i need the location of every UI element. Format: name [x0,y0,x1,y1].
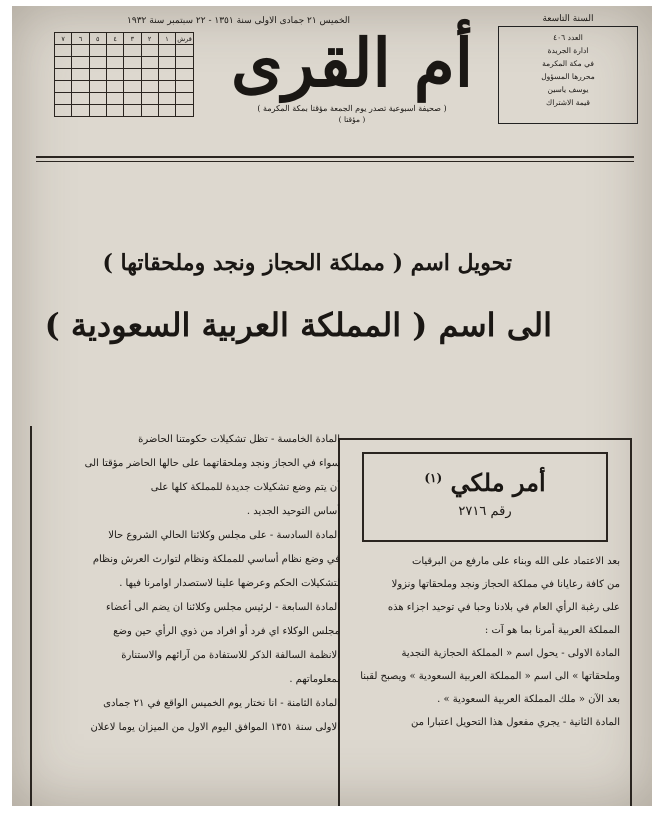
newspaper-title: أم القرى [230,24,474,102]
issue-info-box [498,14,638,134]
text-line: المادة الثامنة - انا نختار يوم الخميس الواقع في ٢١ جمادى [103,698,340,709]
issue-year: السنة التاسعة [542,14,594,24]
headline-secondary: الى اسم ( المملكة العربية السعودية ) [44,306,552,344]
issue-line: العدد ٤٠٦ [553,33,583,42]
text-line: المادة السابعة - لرئيس مجلس وكلائنا ان يضم الى أعضاء [105,602,340,613]
articles-column [30,426,350,806]
price-table-cell [158,81,175,93]
royal-order-header [362,452,608,542]
price-table-cell [72,57,89,69]
text-line: بعد الاعتماد على الله وبناء على مارفع من البرقيات [411,556,620,567]
price-table-cell: ٢ [141,33,158,45]
price-table-cell [176,57,194,69]
price-table-cell [176,105,194,117]
price-table-cell: ٣ [124,33,141,45]
headline-primary: تحويل اسم ( مملكة الحجاز ونجد وملحقاتها ) [102,250,512,276]
issue-line: محررها المسؤول [541,72,595,81]
price-table-row [55,93,194,105]
price-table-cell [141,57,158,69]
text-line: المادة الثانية - يجري مفعول هذا التحويل اعتبارا من [411,717,620,728]
price-table-cell [106,81,123,93]
price-table-cell [106,57,123,69]
price-table-cell [72,93,89,105]
price-table-cell: ٤ [106,33,123,45]
price-table-cell [72,45,89,57]
text-line: بمعلوماتهم . [289,674,340,685]
price-table-cell [55,105,72,117]
text-line: الاولى سنة ١٣٥١ الموافق اليوم الاول من الميزان يوما لاعلان [90,722,340,733]
price-table-cell [176,45,194,57]
price-table-cell [106,105,123,117]
price-table-cell [55,81,72,93]
price-table-row [55,105,194,117]
price-table-cell [106,69,123,81]
masthead [222,24,482,124]
issue-line: قيمة الاشتراك [546,98,590,107]
price-table-cell [89,81,106,93]
price-table-cell [124,93,141,105]
price-table-cell [124,57,141,69]
newspaper-page [12,6,652,806]
footnote-mark: (١) [424,471,443,485]
price-table-cell [89,45,106,57]
text-line: وملحقاتها » الى اسم « المملكة العربية السعودية » ويصبح لقبنا [360,671,620,682]
price-table-cell [124,81,141,93]
royal-order-number: رقم ٢٧١٦ [458,504,512,519]
text-line: المملكة العربية أمرنا بما هو آت : [484,625,620,636]
issue-line: في مكة المكرمة [542,59,594,68]
text-line: من كافة رعايانا في مملكة الحجاز ونجد وملحقاتها ونزولا [391,579,620,590]
price-table-cell [89,69,106,81]
price-table-cell: ٧ [55,33,72,45]
price-table-cell [158,105,175,117]
price-table-cell [89,105,106,117]
price-table-cell [124,105,141,117]
text-line: في وضع نظام أساسي للمملكة ونظام لتوارث العرش ونظام [92,554,340,565]
price-table-cell [176,81,194,93]
price-table-cell [141,93,158,105]
text-line: سواء في الحجاز ونجد وملحقاتهما على حالها الحاضر مؤقتا الى [84,458,340,469]
newspaper-subtitle: ( صحيفة اسبوعية تصدر يوم الجمعة مؤقتا بمكة المكرمة ) [257,104,447,113]
masthead-rule-thin [36,161,634,162]
royal-order-title-text: أمر ملكي [450,468,546,497]
price-table-row [55,81,194,93]
price-table-cell: ١ [158,33,175,45]
price-table-cell [176,93,194,105]
text-line: المادة السادسة - على مجلس وكلائنا الحالي الشروع حالا [108,530,340,541]
text-line: المادة الاولى - يحول اسم « المملكة الحجازية النجدية [401,648,620,659]
price-table-cell [124,69,141,81]
date-line: الخميس ٢١ جمادى الاولى سنة ١٣٥١ - ٢٢ سبتمبر سنة ١٩٣٢ [127,16,350,26]
price-table-cell: قرش [177,34,192,43]
text-line: بعد الآن « ملك المملكة العربية السعودية » . [437,694,620,705]
price-table-cell [55,69,72,81]
price-table-row [55,45,194,57]
price-table-cell [55,45,72,57]
price-table-cell [141,105,158,117]
text-line: الانظمة السالفة الذكر للاستفادة من آرائهم والاستنارة [121,650,340,661]
price-table-cell [55,93,72,105]
price-table-cell [72,105,89,117]
subscription-price-table [54,32,194,117]
price-table-cell [106,93,123,105]
royal-order-body [340,550,630,734]
price-table-cell [158,57,175,69]
text-line: أساس التوحيد الجديد . [246,506,340,517]
masthead-rule [36,156,634,158]
price-table-cell [124,45,141,57]
articles-body [32,428,350,740]
price-table-row [55,33,194,45]
price-table-row [55,57,194,69]
issue-line: يوسف ياسين [547,85,589,94]
issue-line: ادارة الجريدة [547,46,589,55]
price-table-cell [158,93,175,105]
price-table-cell [72,81,89,93]
price-table-cell [176,69,194,81]
text-line: لتشكيلات الحكم وعرضها علينا لاستصدار اوامرنا فيها . [119,578,340,589]
price-table-cell [89,57,106,69]
price-table-cell [141,45,158,57]
price-table-cell [89,93,106,105]
price-table-cell: ٥ [89,33,106,45]
price-table-cell: ٦ [72,33,89,45]
text-line: مجلس الوكلاء اي فرد أو افراد من ذوي الرأي حين وضع [113,626,340,637]
royal-order-title [368,460,602,501]
price-table-cell [158,45,175,57]
price-table-cell [141,69,158,81]
text-line: المادة الخامسة - تظل تشكيلات حكومتنا الحاضرة [138,434,340,445]
text-line: أن يتم وضع تشكيلات جديدة للمملكة كلها على [150,482,340,493]
text-line: على رغبة الرأي العام في بلادنا وحبا في توحيد اجزاء هذه [387,602,620,613]
price-table-cell [158,69,175,81]
newspaper-subtitle-2: ( مؤقتا ) [338,115,366,124]
price-table-cell [55,57,72,69]
issue-details [498,26,638,124]
royal-order-column [338,438,632,806]
price-table-cell [72,69,89,81]
price-table-cell [106,45,123,57]
price-table-cell [141,81,158,93]
price-table-row [55,69,194,81]
